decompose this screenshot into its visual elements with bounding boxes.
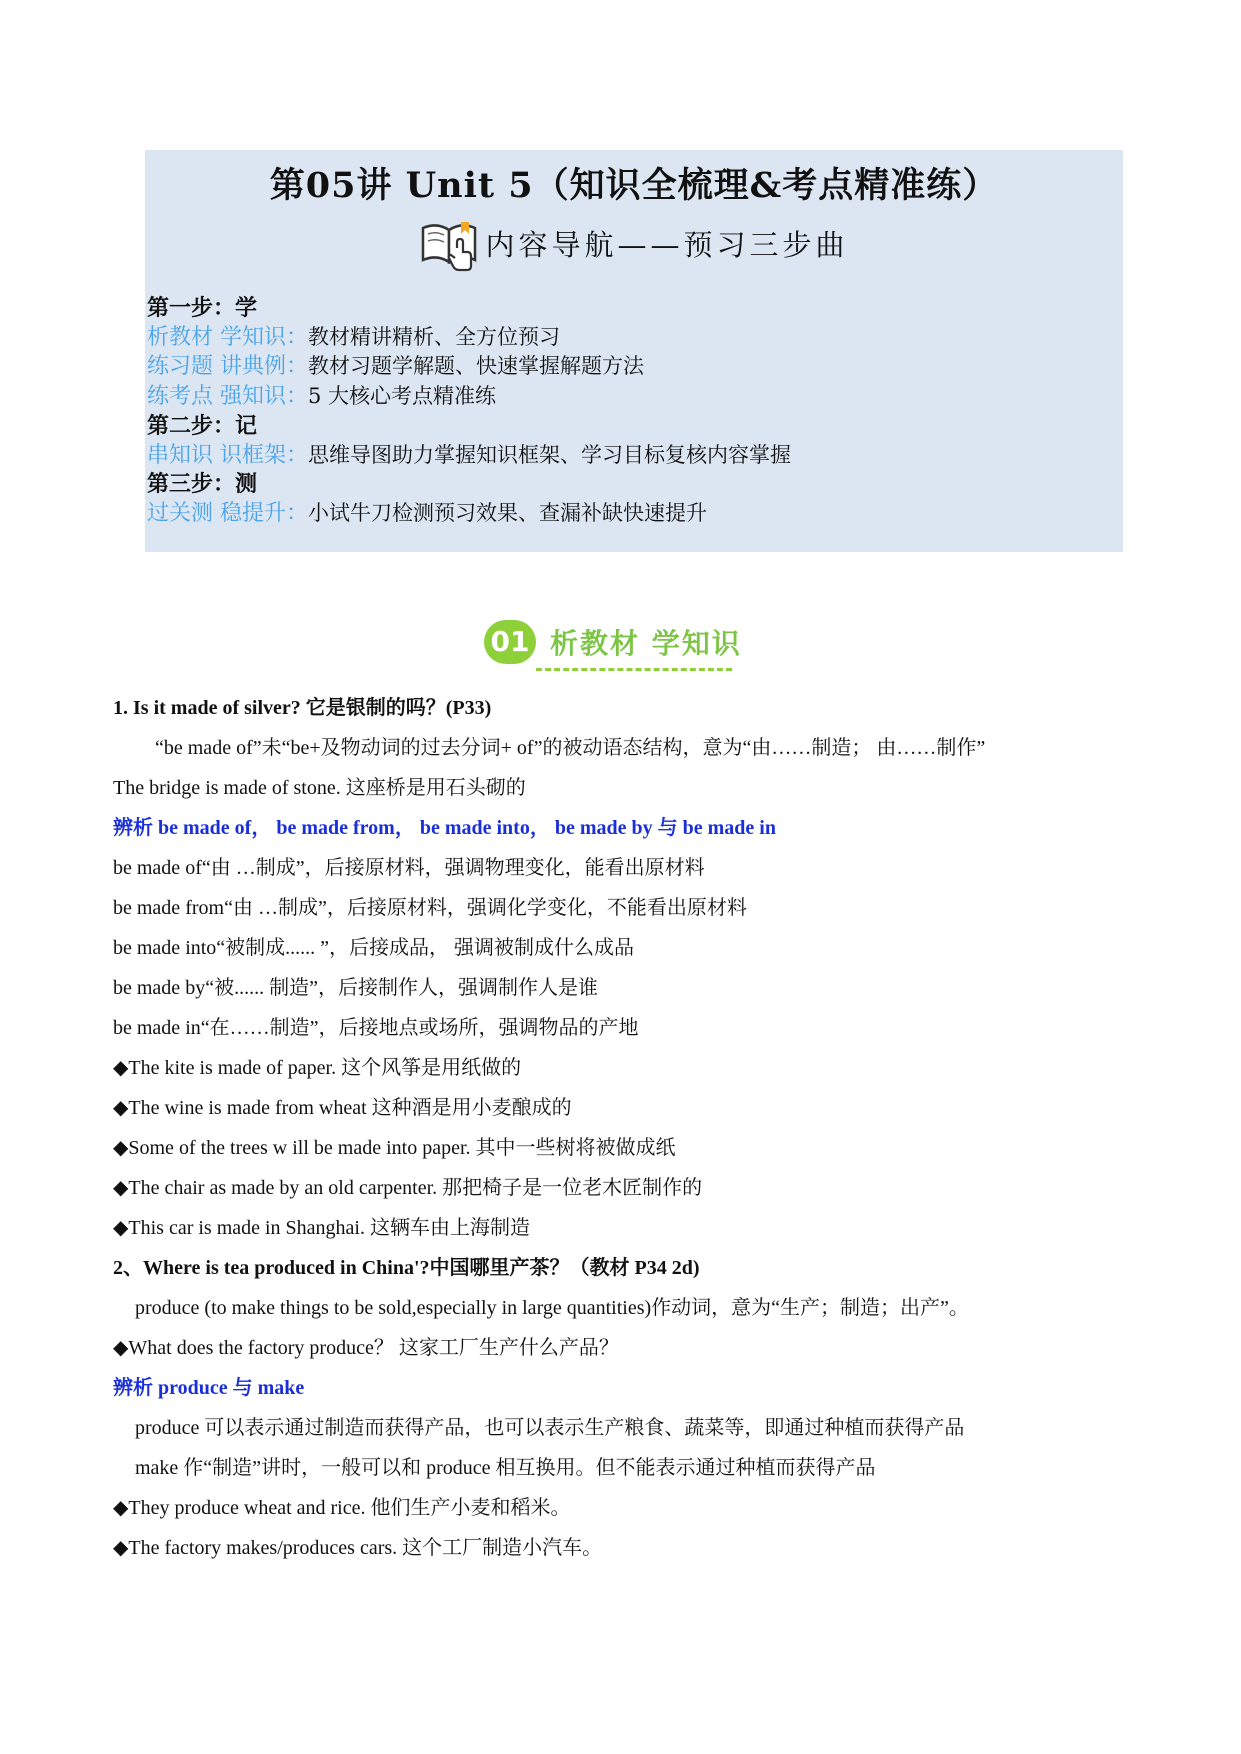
step-item-text: 教材精讲精析、全方位预习 xyxy=(308,324,560,349)
content-line: The bridge is made of stone. 这座桥是用石头砌的 xyxy=(113,777,526,799)
step-item-text: 5 大核心考点精准练 xyxy=(308,384,497,409)
content-line: be made by“被...... 制造”，后接制作人，强调制作人是谁 xyxy=(113,977,598,999)
content-line: be made in“在……制造”，后接地点或场所，强调物品的产地 xyxy=(113,1017,639,1039)
nav-title: 内容导航——预习三步曲 xyxy=(485,227,849,262)
content-navigation xyxy=(145,214,1123,272)
content-line: 辨析 be made of， be made from， be made into， be made by 与 be made in xyxy=(113,817,776,839)
page-title: 第05讲 Unit 5（知识全梳理&考点精准练） xyxy=(269,165,999,206)
content-line: ◆The chair as made by an old carpenter. 那把椅子是一位老木匠制作的 xyxy=(113,1177,703,1199)
content-line: ◆This car is made in Shanghai. 这辆车由上海制造 xyxy=(113,1217,530,1239)
step-heading: 第二步：记 xyxy=(147,412,258,439)
step-list xyxy=(147,294,791,529)
content-line: make 作“制造”讲时，一般可以和 produce 相互换用。但不能表示通过种植而获得产品 xyxy=(135,1457,876,1479)
step-item-text: 小试牛刀检测预习效果、查漏补缺快速提升 xyxy=(308,500,707,525)
header-box xyxy=(145,150,1123,552)
step-item xyxy=(147,323,791,353)
step-item-label: 析教材 学知识： xyxy=(147,324,308,350)
step-heading: 第一步：学 xyxy=(147,295,258,321)
lesson-content xyxy=(113,692,1133,1572)
content-line: be made from“由 …制成”，后接原材料，强调化学变化，不能看出原材料 xyxy=(113,897,747,919)
step-item-label: 过关测 稳提升： xyxy=(147,500,308,526)
content-line: ◆The factory makes/produces cars. 这个工厂制造小汽车。 xyxy=(113,1537,603,1559)
step-item-label: 串知识 识框架： xyxy=(147,442,308,468)
content-line: be made into“被制成...... ”，后接成品， 强调被制成什么成品 xyxy=(113,937,635,959)
content-line: “be made of”未“be+及物动词的过去分词+ of”的被动语态结构，意为“由……制造； 由……制作” xyxy=(155,737,986,759)
step-item-label: 练考点 强知识： xyxy=(147,384,308,410)
step-item xyxy=(147,382,791,412)
step-item xyxy=(147,499,791,529)
step-item xyxy=(147,441,791,471)
content-line: 辨析 produce 与 make xyxy=(113,1377,305,1399)
content-line: ◆The kite is made of paper. 这个风筝是用纸做的 xyxy=(113,1057,522,1079)
step-item-text: 教材习题学解题、快速掌握解题方法 xyxy=(308,354,644,379)
content-line: ◆The wine is made from wheat 这种酒是用小麦酿成的 xyxy=(113,1097,572,1119)
content-line: produce 可以表示通过制造而获得产品，也可以表示生产粮食、蔬菜等，即通过种植而获得产品 xyxy=(135,1417,965,1439)
content-line: ◆Some of the trees w ill be made into paper. 其中一些树将被做成纸 xyxy=(113,1137,676,1159)
section-title: 析教材 学知识 xyxy=(550,627,742,660)
content-line: be made of“由 …制成”，后接原材料，强调物理变化，能看出原材料 xyxy=(113,857,705,879)
content-line: ◆They produce wheat and rice. 他们生产小麦和稻米。 xyxy=(113,1497,571,1519)
open-book-hand-icon xyxy=(419,214,481,272)
step-item-text: 思维导图助力掌握知识框架、学习目标复核内容掌握 xyxy=(308,442,791,467)
section-heading xyxy=(476,614,766,674)
section-underline xyxy=(536,668,732,671)
section-number: 01 xyxy=(484,620,536,664)
content-line: 2、Where is tea produced in China'?中国哪里产茶？（教材 P34 2d) xyxy=(113,1257,700,1279)
step-item-label: 练习题 讲典例： xyxy=(147,354,308,380)
content-line: 1. Is it made of silver? 它是银制的吗？(P33) xyxy=(113,697,492,719)
content-line: ◆What does the factory produce？ 这家工厂生产什么产品？ xyxy=(113,1337,619,1359)
content-line: produce (to make things to be sold,especially in large quantities)作动词，意为“生产；制造；出产”。 xyxy=(135,1297,969,1319)
step-item xyxy=(147,352,791,382)
step-heading: 第三步：测 xyxy=(147,471,258,498)
